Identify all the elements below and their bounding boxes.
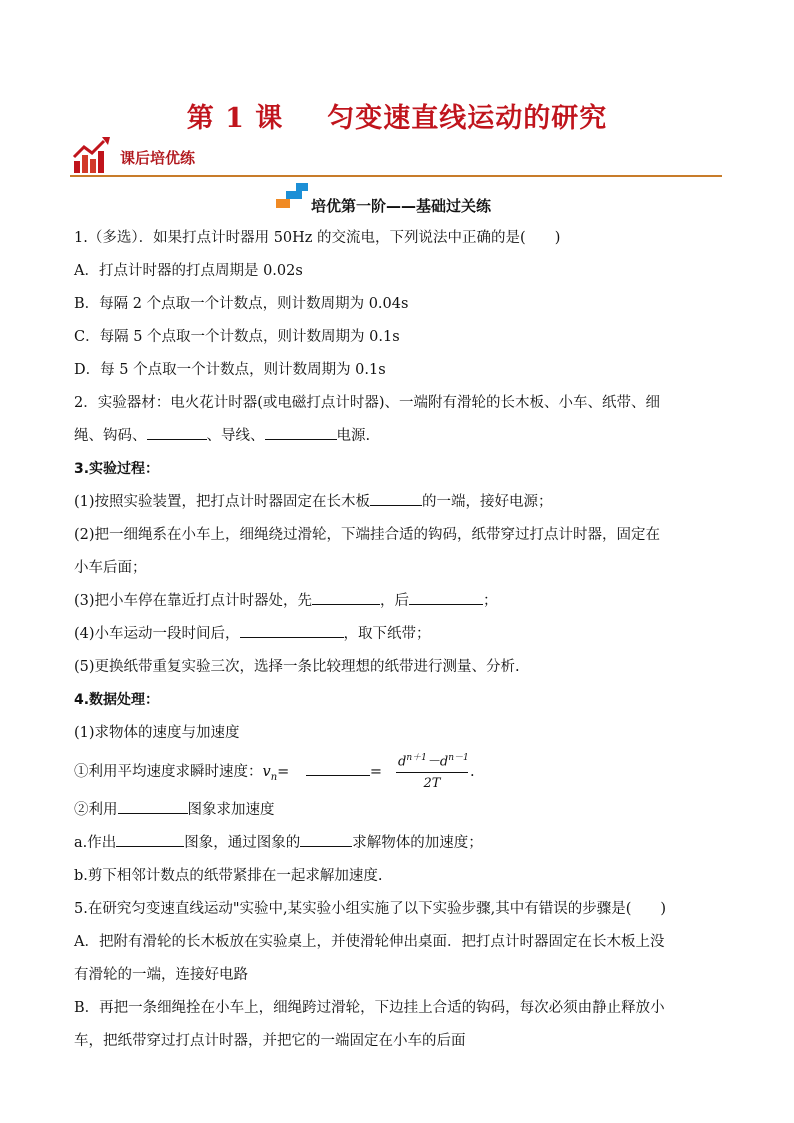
num-sup2: n－1 xyxy=(448,753,469,763)
q4-part2 xyxy=(74,794,726,827)
q4-part-a-text-b: 图象，通过图象的 xyxy=(184,835,301,851)
q2-text-b: 、导线、 xyxy=(206,428,265,444)
q3-step2-line1: (2)把一细绳系在小车上，细绳绕过滑轮，下端挂合适的钩码，纸带穿过打点计时器，固定在 xyxy=(74,527,661,543)
q4-heading: 4.数据处理： xyxy=(74,692,160,708)
answer-blank xyxy=(116,832,184,847)
answer-blank xyxy=(409,590,483,605)
q1-option-b: B．每隔 2 个点取一个计数点，则计数周期为 0.04s xyxy=(74,296,409,312)
q3-step1-text-b: 的一端，接好电源； xyxy=(422,494,553,510)
q4-part2-text-b: 图象求加速度 xyxy=(187,802,275,818)
lesson-topic: 匀变速直线运动的研究 xyxy=(327,103,608,134)
q2-text-c: 电源. xyxy=(336,428,371,444)
formula-period: . xyxy=(470,764,475,780)
num-d1: d xyxy=(398,754,407,770)
q2-line2 xyxy=(74,420,726,453)
section-label: 课后培优练 xyxy=(120,149,196,167)
q4-part1: (1)求物体的速度与加速度 xyxy=(74,725,240,741)
q1-option-c: C．每隔 5 个点取一个计数点，则计数周期为 0.1s xyxy=(74,329,400,345)
formula-equals-2: = xyxy=(369,764,383,780)
q5-stem: 5.在研究匀变速直线运动"实验中,某实验小组实施了以下实验步骤,其中有错误的步骤是( ) xyxy=(74,901,667,917)
formula-subscript: n xyxy=(270,771,278,783)
answer-blank xyxy=(370,491,422,506)
formula-v: v xyxy=(262,764,271,780)
q3-step1 xyxy=(74,486,726,519)
answer-blank xyxy=(300,832,352,847)
fraction xyxy=(396,748,468,795)
q3-step3-text-c: ； xyxy=(483,593,498,609)
exercise-content xyxy=(74,222,726,1058)
answer-blank xyxy=(306,761,370,776)
q1-option-a: A．打点计时器的打点周期是 0.02s xyxy=(74,263,303,279)
q3-step3-text-a: (3)把小车停在靠近打点计时器处，先 xyxy=(74,593,313,609)
num-minus: － xyxy=(426,754,440,770)
q3-step3-text-b: ，后 xyxy=(380,593,410,609)
lesson-number: 第 1 课 xyxy=(186,103,284,134)
section-header xyxy=(70,135,722,177)
fraction-denominator: 2T xyxy=(423,776,441,792)
q4-part-a xyxy=(74,827,726,860)
q2-line1: 2．实验器材：电火花计时器(或电磁打点计时器)、一端附有滑轮的长木板、小车、纸带、细 xyxy=(74,395,661,411)
q3-step1-text-a: (1)按照实验装置，把打点计时器固定在长木板 xyxy=(74,494,371,510)
formula-prefix: ①利用平均速度求瞬时速度： xyxy=(74,764,263,780)
answer-blank xyxy=(265,425,337,440)
page-title xyxy=(0,96,794,135)
num-sup1: n＋1 xyxy=(406,753,427,763)
q4-part2-text-a: ②利用 xyxy=(74,802,118,818)
answer-blank xyxy=(312,590,380,605)
q3-step3 xyxy=(74,585,726,618)
q3-step2-line2: 小车后面； xyxy=(74,560,147,576)
q5-option-b-line1: B．再把一条细绳拴在小车上，细绳跨过滑轮，下边挂上合适的钩码，每次必须由静止释放小 xyxy=(74,1000,665,1016)
q4-part-b: b.剪下相邻计数点的纸带紧排在一起求解加速度. xyxy=(74,868,383,884)
q5-option-a-line2: 有滑轮的一端，连接好电路 xyxy=(74,967,248,983)
blocks-icon xyxy=(274,183,310,209)
fraction-numerator xyxy=(396,748,468,773)
q3-step4-text-b: ，取下纸带； xyxy=(343,626,431,642)
num-d2: d xyxy=(439,754,449,770)
q1-stem: 1.（多选）．如果打点计时器用 50Hz 的交流电，下列说法中正确的是( ) xyxy=(74,230,561,246)
q5-option-b-line2: 车，把纸带穿过打点计时器，并把它的一端固定在小车的后面 xyxy=(74,1033,466,1049)
q3-heading: 3.实验过程： xyxy=(74,461,160,477)
q1-option-d: D．每 5 个点取一个计数点，则计数周期为 0.1s xyxy=(74,362,386,378)
q3-step5: (5)更换纸带重复实验三次，选择一条比较理想的纸带进行测量、分析. xyxy=(74,659,520,675)
q2-text-a: 绳、钩码、 xyxy=(74,428,147,444)
rising-chart-icon xyxy=(72,135,112,175)
q4-part-a-text-a: a.作出 xyxy=(74,835,117,851)
q3-step4-text-a: (4)小车运动一段时间后， xyxy=(74,626,240,642)
velocity-formula xyxy=(74,750,726,794)
q4-part-a-text-c: 求解物体的加速度； xyxy=(352,835,483,851)
answer-blank xyxy=(240,623,344,638)
subsection-header xyxy=(0,183,794,213)
answer-blank xyxy=(118,799,188,814)
q3-step4 xyxy=(74,618,726,651)
subsection-title: 培优第一阶——基础过关练 xyxy=(311,197,492,215)
q5-option-a-line1: A．把附有滑轮的长木板放在实验桌上，并使滑轮伸出桌面．把打点计时器固定在长木板上没 xyxy=(74,934,665,950)
formula-equals: = xyxy=(277,764,290,780)
header-divider xyxy=(70,175,722,177)
answer-blank xyxy=(147,425,207,440)
